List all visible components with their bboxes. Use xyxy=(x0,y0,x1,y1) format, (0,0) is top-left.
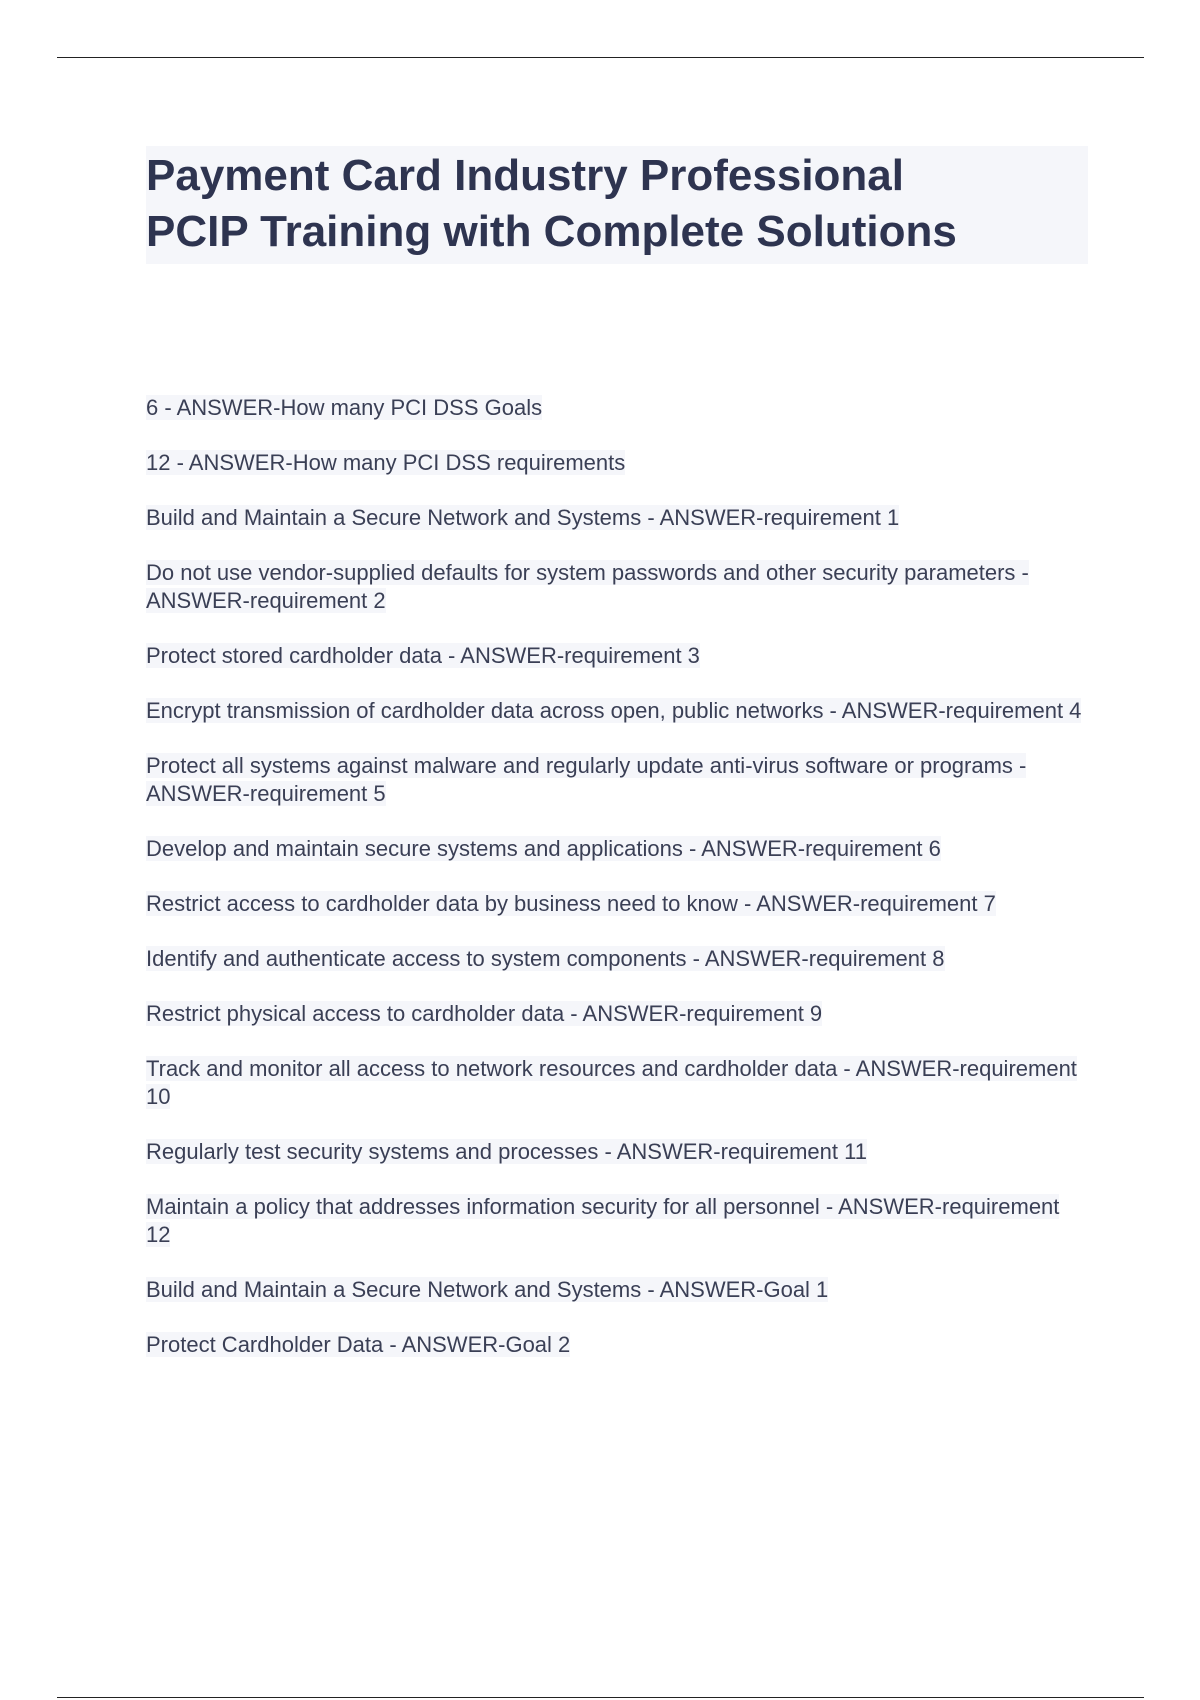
qa-item-text: Regularly test security systems and processes - ANSWER-requirement 11 xyxy=(146,1139,867,1164)
qa-item xyxy=(146,835,1086,863)
qa-item-text: Build and Maintain a Secure Network and Systems - ANSWER-requirement 1 xyxy=(146,505,900,530)
qa-item-text: Protect Cardholder Data - ANSWER-Goal 2 xyxy=(146,1332,571,1357)
qa-list xyxy=(146,394,1086,1386)
qa-item xyxy=(146,1055,1086,1111)
qa-item xyxy=(146,394,1086,422)
qa-item xyxy=(146,1138,1086,1166)
top-divider xyxy=(57,57,1144,58)
qa-item-text: Track and monitor all access to network resources and cardholder data - ANSWER-requirement 10 xyxy=(146,1056,1077,1109)
qa-item-text: Develop and maintain secure systems and applications - ANSWER-requirement 6 xyxy=(146,836,941,861)
qa-item xyxy=(146,559,1086,615)
qa-item-text: Build and Maintain a Secure Network and Systems - ANSWER-Goal 1 xyxy=(146,1277,829,1302)
qa-item-text: Maintain a policy that addresses information security for all personnel - ANSWER-requirement 12 xyxy=(146,1194,1060,1247)
qa-item xyxy=(146,1193,1086,1249)
qa-item xyxy=(146,449,1086,477)
qa-item xyxy=(146,697,1086,725)
qa-item xyxy=(146,752,1086,808)
title-line-2: PCIP Training with Complete Solutions xyxy=(146,207,957,256)
qa-item xyxy=(146,945,1086,973)
qa-item xyxy=(146,1276,1086,1304)
title-line-1: Payment Card Industry Professional xyxy=(146,151,904,200)
qa-item xyxy=(146,642,1086,670)
document-title xyxy=(146,146,1088,264)
qa-item-text: 12 - ANSWER-How many PCI DSS requirements xyxy=(146,450,626,475)
qa-item xyxy=(146,1331,1086,1359)
qa-item xyxy=(146,504,1086,532)
qa-item-text: Encrypt transmission of cardholder data across open, public networks - ANSWER-requirement 4 xyxy=(146,698,1082,723)
qa-item-text: Restrict physical access to cardholder data - ANSWER-requirement 9 xyxy=(146,1001,823,1026)
qa-item xyxy=(146,890,1086,918)
qa-item-text: Do not use vendor-supplied defaults for system passwords and other security parameters - ANSWER-requirement 2 xyxy=(146,560,1029,613)
qa-item-text: Restrict access to cardholder data by business need to know - ANSWER-requirement 7 xyxy=(146,891,996,916)
qa-item-text: 6 - ANSWER-How many PCI DSS Goals xyxy=(146,395,543,420)
qa-item-text: Protect stored cardholder data - ANSWER-requirement 3 xyxy=(146,643,700,668)
qa-item-text: Identify and authenticate access to system components - ANSWER-requirement 8 xyxy=(146,946,945,971)
bottom-divider xyxy=(57,1697,1144,1698)
qa-item xyxy=(146,1000,1086,1028)
qa-item-text: Protect all systems against malware and regularly update anti-virus software or programs - ANSWER-requirement 5 xyxy=(146,753,1027,806)
